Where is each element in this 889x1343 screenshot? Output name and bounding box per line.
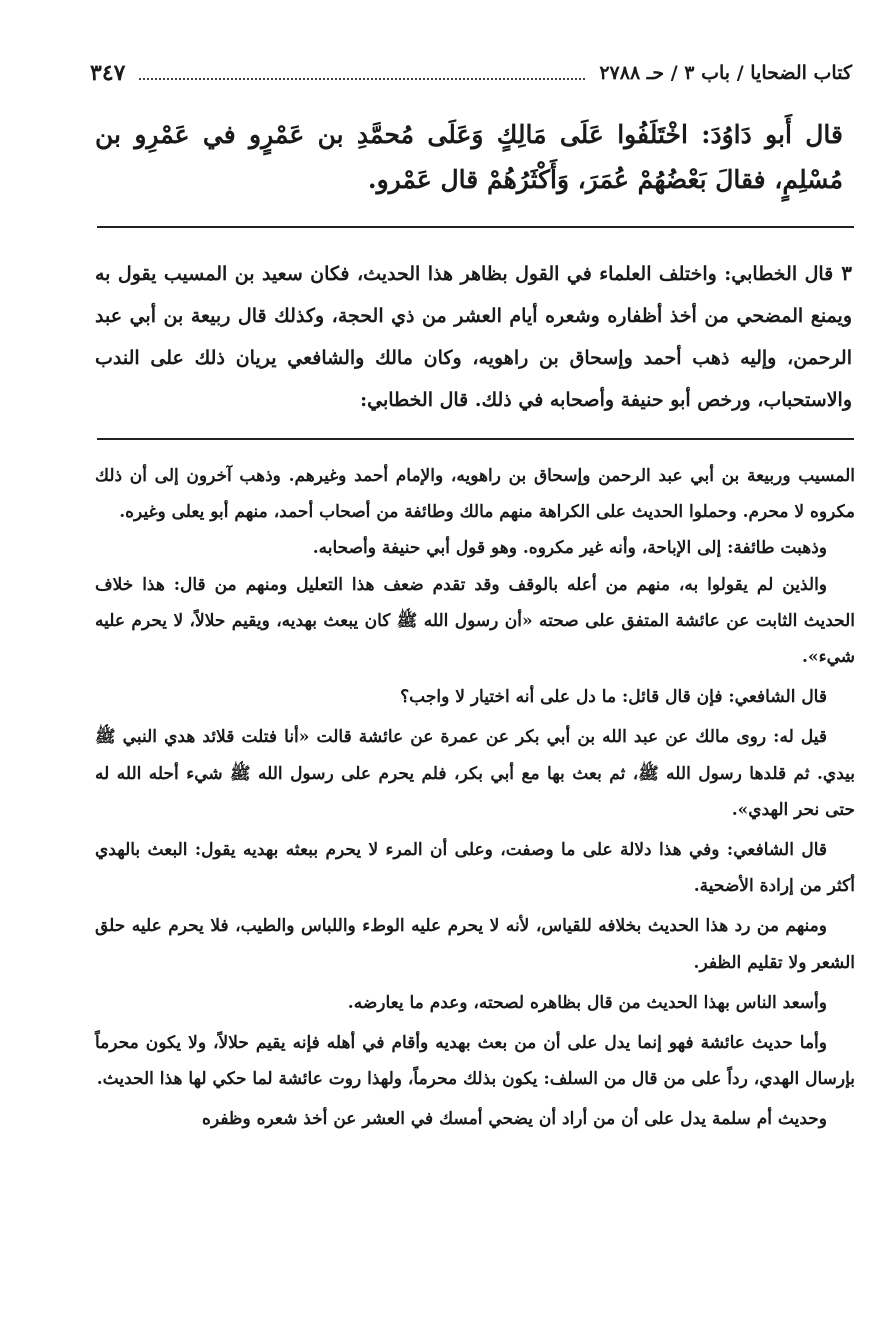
footnote-paragraph: قال الشافعي: فإن قال قائل: ما دل على أنه اختيار لا واجب؟ [400, 687, 827, 708]
footnote-paragraph: قال الشافعي: وفي هذا دلالة على ما وصفت، وعلى أن المرء لا يحرم ببعثه بهديه يقول: البعث بالهدي أكثر من إرادة الأضحية. [95, 840, 855, 897]
footnote-paragraph: المسيب وربيعة بن أبي عبد الرحمن وإسحاق بن راهويه، والإمام أحمد وغيرهم. وذهب آخرون إلى أن ذلك مكروه لا محرم. وحملوا الحديث على الكراهة منهم مالك وطائفة من أصحاب أحمد، منهم أبو يعلى وغيره. [95, 466, 855, 523]
footnote-paragraph: وأما حديث عائشة فهو إنما يدل على أن من بعث بهديه وأقام في أهله فإنه يقيم حلالاً، ولا يكون محرماً بإرسال الهدي، رداً على من قال من السلف: يكون بذلك محرماً، ولهذا روت عائشة لما حكي لها هذا الحديث. [95, 1033, 855, 1090]
commentary-block [95, 252, 852, 421]
commentary-marker: ٣ [841, 261, 852, 285]
footnote-paragraph: قيل له: روى مالك عن عبد الله بن أبي بكر عن عمرة عن عائشة قالت «أنا فتلت قلائد هدي النبي ﷺ بيدي. ثم قلدها رسول الله ﷺ، ثم بعث بها مع أبي بكر، فلم يحرم على رسول الله ﷺ شيء أحله الله له حتى نحر الهدي». [95, 727, 855, 820]
main-text [95, 112, 843, 202]
footnote-paragraph: وذهبت طائفة: إلى الإباحة، وأنه غير مكروه. وهو قول أبي حنيفة وأصحابه. [312, 538, 827, 559]
running-header [90, 56, 852, 90]
page-number: ٣٤٧ [90, 60, 126, 86]
divider-rule-top [97, 226, 854, 228]
running-title: كتاب الضحايا / باب ٣ / حـ ٢٧٨٨ [599, 62, 852, 84]
divider-rule-bottom [97, 438, 854, 440]
footnote-paragraph: وحديث أم سلمة يدل على أن من أراد أن يضحي أمسك في العشر عن أخذ شعره وظفره [202, 1109, 827, 1130]
main-text-body: قال أَبو دَاوُدَ: اخْتَلَفُوا عَلَى مَالِكٍ وَعَلَى مُحمَّدِ بن عَمْرٍو في عَمْرِو بن مُسْلِمٍ، فقالَ بَعْضُهُمْ عُمَرَ، وَأَكْثَرُهُمْ قال عَمْرو. [95, 120, 843, 194]
header-leader-dots [139, 78, 585, 80]
footnote-paragraph: ومنهم من رد هذا الحديث بخلافه للقياس، لأنه لا يحرم عليه الوطء واللباس والطيب، فلا يحرم عليه حلق الشعر ولا تقليم الظفر. [95, 916, 855, 973]
footnote-paragraph: وأسعد الناس بهذا الحديث من قال بظاهره لصحته، وعدم ما يعارضه. [347, 992, 827, 1013]
footnotes-block [95, 458, 855, 1138]
footnote-paragraph: والذين لم يقولوا به، منهم من أعله بالوقف وقد تقدم ضعف هذا التعليل ومنهم من قال: هذا خلاف الحديث الثابت عن عائشة المتفق على صحته «أن رسول الله ﷺ كان يبعث بهديه، ويقيم حلالاً، لا يحرم عليه شيء». [95, 574, 855, 668]
commentary-text: قال الخطابي: واختلف العلماء في القول بظاهر هذا الحديث، فكان سعيد بن المسيب يقول به ويمنع المضحي من أخذ أظفاره وشعره أيام العشر من ذي الحجة، وكذلك قال ربيعة بن أبي عبد الرحمن، وإليه ذهب أحمد وإسحاق بن راهويه، وكان مالك والشافعي يريان ذلك على الندب والاستحباب، ورخص أبو حنيفة وأصحابه في ذلك. قال الخطابي: [95, 263, 852, 411]
